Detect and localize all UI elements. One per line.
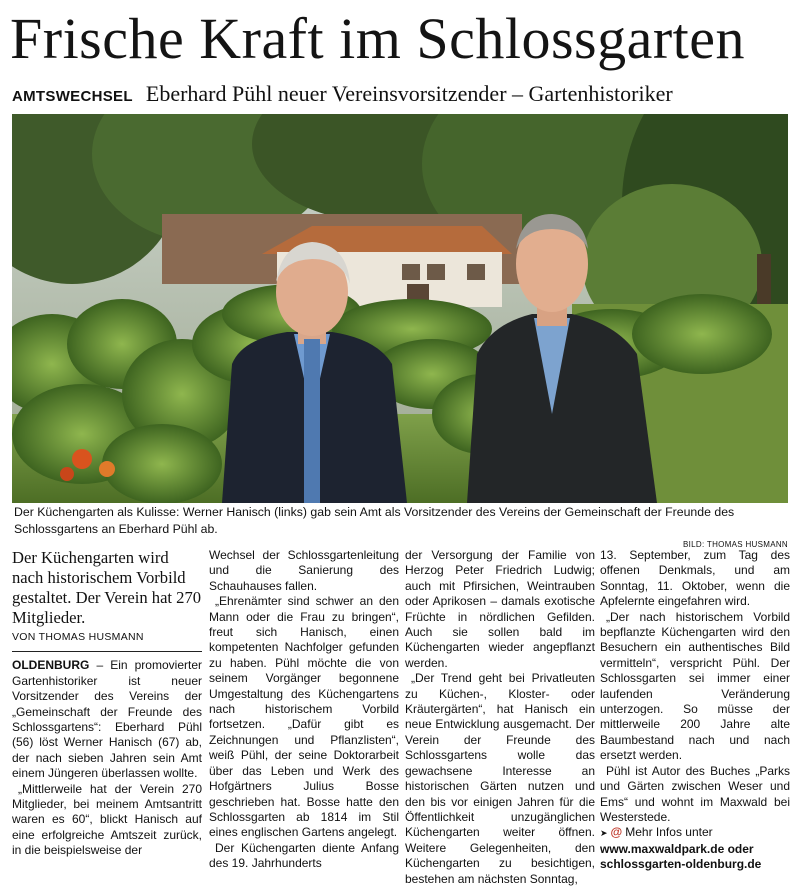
link-schlossgarten[interactable]: schlossgarten-oldenburg.de (600, 856, 762, 871)
dateline: OLDENBURG (12, 658, 90, 673)
body-paragraph: Wechsel der Schlossgartenleitung und die Sanierung des Schauhauses fallen. (209, 548, 399, 593)
subline (12, 80, 792, 108)
article-column-3 (405, 548, 595, 886)
link-maxwaldpark[interactable]: www.maxwaldpark.de oder (600, 841, 754, 856)
photo-credit: BILD: THOMAS HUSMANN (683, 540, 788, 549)
at-icon: @ (610, 825, 623, 840)
info-line (600, 825, 790, 841)
body-paragraph: „Der nach historischem Vorbild bepflanzte Küchengarten wird den Besuchern ein authentisches Bild vermitteln“, verspricht Pühl. Der Schlossgarten sei immer einer laufenden Veränderung unterzogen. So müsse der mittlerweile 200 Jahre alte Baumbestand nach und nach ersetzt werden. (600, 609, 790, 763)
article-column-2 (209, 548, 399, 886)
teaser: Der Küchengarten wird nach historischem Vorbild gestaltet. Der Verein hat 270 Mitglieder. (12, 548, 202, 627)
article-column-4 (600, 548, 790, 886)
author-byline: VON THOMAS HUSMANN (12, 630, 202, 652)
body-paragraph: „Ehrenämter sind schwer an den Mann oder die Frau zu bringen“, freut sich Hanisch, einen kompetenten Nachfolger gefunden zu haben. Pühl möchte die von seinem Vorgänger begonnene Umgestaltung des Küchengartens nach historischem Vorbild fortsetzen. „Dafür gibt es Zeichnungen und Pflanzlisten“, weiß Pühl, der seine Doktorarbeit über das Leben und Werk des Hofgärtners Julius Bosse geschrieben hat. Bosse hatte den Schlossgarten ab 1814 im Stil eines englischen Gartens angelegt. (209, 594, 399, 840)
arrow-icon: ➤ (600, 828, 608, 839)
body-paragraph (12, 658, 202, 781)
info-text: Mehr Infos unter (625, 825, 713, 840)
body-paragraph: Der Küchengarten diente Anfang des 19. Jahrhunderts (209, 840, 399, 871)
photo-caption: Der Küchengarten als Kulisse: Werner Hanisch (links) gab sein Amt als Vorsitzender des Vereins der Gemeinschaft der Freunde des Schlossgartens an Eberhard Pühl ab. (14, 505, 735, 536)
kicker: AMTSWECHSEL (12, 88, 133, 105)
body-paragraph: Pühl ist Autor des Buches „Parks und Gärten zwischen Weser und Ems“ und wohnt im Maxwald bei Westerstede. (600, 763, 790, 824)
article-column-1 (12, 548, 202, 886)
garden-photo-illustration (12, 114, 788, 503)
headline: Frische Kraft im Schlossgarten (10, 6, 746, 71)
body-paragraph: „Mittlerweile hat der Verein 270 Mitglieder, bei meinem Amtsantritt waren es 60“, blickt Hanisch auf eine erfolgreiche Amtszeit zurück, in die beispielsweise der (12, 781, 202, 858)
body-paragraph: 13. September, zum Tag des offenen Denkmals, und am Sonntag, 11. Oktober, wenn die Apfelernte eingefahren wird. (600, 548, 790, 609)
body-text: – Ein promovierter Gartenhistoriker ist neuer Vorsitzender des Vereins der „Gemeinschaft der Freunde des Schlossgartens“: Eberhard Pühl (56) löst Werner Hanisch (67) ab, der nach sieben Jahren sein Amt einem Jüngeren überlassen wollte. (12, 658, 202, 781)
body-paragraph: „Der Trend geht bei Privatleuten zu Küchen-, Kloster- oder Kräutergärten“, hat Hanisch ein neue Entwicklung ausgemacht. Der Verein der Freunde des Schlossgartens wolle das gewachsene Interesse an historischen Gärten nutzen und den bis vor einigen Jahren für die Öffentlichkeit unzugänglichen Küchengarten weiter öffnen. Weitere Gelegenheiten, den Küchengarten zu besichtigen, bestehen am nächsten Sonntag, (405, 671, 595, 886)
body-paragraph: der Versorgung der Familie von Herzog Peter Friedrich Ludwig; auch mit Pfirsichen, Weintrauben oder Aprikosen – damals exotische Früchte in nördlichen Gefilden. Auch sie sollen bald im Küchengarten wieder angepflanzt werden. (405, 548, 595, 670)
article-photo (12, 114, 788, 503)
subtitle: Eberhard Pühl neuer Vereinsvorsitzender – Gartenhistoriker (145, 81, 673, 106)
